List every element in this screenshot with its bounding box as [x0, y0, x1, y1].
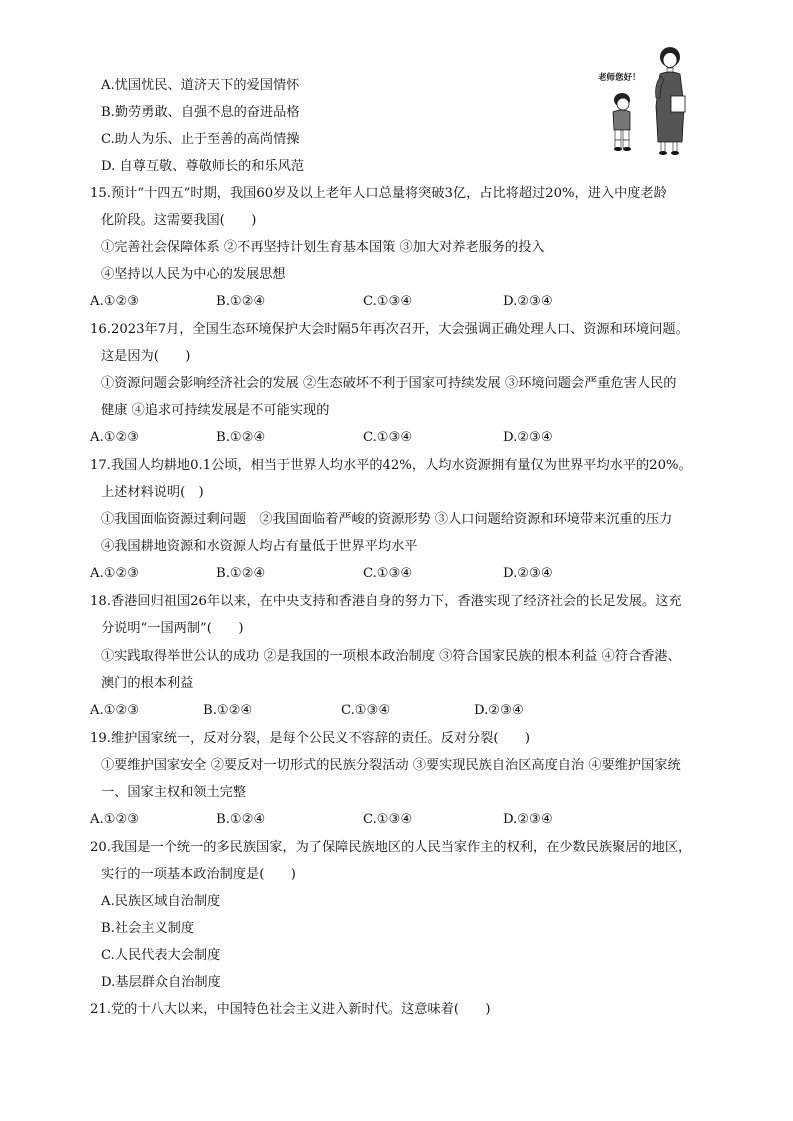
- q17-statements-line1: ①我国面临资源过剩问题 ②我国面临着严峻的资源形势 ③人口问题给资源和环境带来沉重的压力: [101, 512, 673, 527]
- q14-option-b: B.勤劳勇敢、自强不息的奋进品格: [101, 105, 300, 120]
- q20-option-a: A.民族区域自治制度: [101, 894, 221, 909]
- q16-stem-line1: 16.2023年7月，全国生态环境保护大会时隔5年再次召开，大会强调正确处理人口、资源和环境问题。: [90, 322, 689, 337]
- q17-choice-d: D.②③④: [503, 566, 553, 581]
- student-greeting-teacher-illustration: [598, 44, 700, 156]
- q16-choice-c: C.①③④: [363, 430, 413, 445]
- q15-statements-line1: ①完善社会保障体系 ②不再坚持计划生育基本国策 ③加大对养老服务的投入: [101, 240, 545, 255]
- q20-option-c: C.人民代表大会制度: [101, 948, 221, 963]
- q19-choice-c: C.①③④: [363, 812, 413, 827]
- q16-choice-a: A.①②③: [90, 430, 140, 445]
- q18-choice-d: D.②③④: [474, 703, 524, 718]
- q17-choice-a: A.①②③: [90, 566, 140, 581]
- q19-choice-d: D.②③④: [503, 812, 553, 827]
- q14-option-d: D. 自尊互敬、尊敬师长的和乐风范: [101, 159, 305, 174]
- q17-choice-b: B.①②④: [216, 566, 266, 581]
- q15-statements-line2: ④坚持以人民为中心的发展思想: [101, 267, 286, 282]
- q16-choice-d: D.②③④: [503, 430, 553, 445]
- q17-choice-c: C.①③④: [363, 566, 413, 581]
- q18-statements-line2: 澳门的根本利益: [101, 676, 194, 691]
- speech-text: 老师您好！: [598, 73, 641, 83]
- q15-choice-a: A.①②③: [90, 294, 140, 309]
- q16-choice-b: B.①②④: [216, 430, 266, 445]
- q18-statements-line1: ①实践取得举世公认的成功 ②是我国的一项根本政治制度 ③符合国家民族的根本利益 ④符合香港、: [101, 649, 681, 664]
- q18-stem-line1: 18.香港回归祖国26年以来，在中央支持和香港自身的努力下，香港实现了经济社会的长足发展。这充: [90, 594, 682, 609]
- q15-choice-d: D.②③④: [503, 294, 553, 309]
- q17-statements-line2: ④我国耕地资源和水资源人均占有量低于世界平均水平: [101, 539, 418, 554]
- q20-option-d: D.基层群众自治制度: [101, 975, 221, 990]
- q20-option-b: B.社会主义制度: [101, 921, 195, 936]
- q18-choice-c: C.①③④: [341, 703, 391, 718]
- q16-statements-line2: 健康 ④追求可持续发展是不可能实现的: [101, 403, 330, 418]
- q15-choice-b: B.①②④: [216, 294, 266, 309]
- q17-stem-line1: 17.我国人均耕地0.1公顷，相当于世界人均水平的42%，人均水资源拥有量仅为世界平均水平的20%。: [90, 458, 692, 473]
- q19-stem: 19.维护国家统一，反对分裂，是每个公民义不容辞的责任。反对分裂( ): [90, 731, 531, 746]
- q16-stem-line2: 这是因为( ): [101, 349, 191, 364]
- q14-option-c: C.助人为乐、止于至善的高尚情操: [101, 132, 300, 147]
- q16-statements-line1: ①资源问题会影响经济社会的发展 ②生态破坏不利于国家可持续发展 ③环境问题会严重危害人民的: [101, 376, 677, 391]
- q17-stem-line2: 上述材料说明( ): [101, 485, 204, 500]
- q20-stem-line1: 20.我国是一个统一的多民族国家，为了保障民族地区的人民当家作主的权利，在少数民族聚居的地区，: [90, 840, 692, 855]
- q15-stem-line1: 15.预计“十四五”时期，我国60岁及以上老年人口总量将突破3亿，占比将超过20%，进入中度老龄: [90, 186, 667, 201]
- q14-option-a: A.忧国忧民、道济天下的爱国情怀: [101, 78, 300, 93]
- q19-choice-a: A.①②③: [90, 812, 140, 827]
- q19-statements-line1: ①要维护国家安全 ②要反对一切形式的民族分裂活动 ③要实现民族自治区高度自治 ④要维护国家统: [101, 758, 681, 773]
- q15-choice-c: C.①③④: [363, 294, 413, 309]
- q18-choice-a: A.①②③: [90, 703, 140, 718]
- q21-stem: 21.党的十八大以来，中国特色社会主义进入新时代。这意味着( ): [90, 1002, 491, 1017]
- q15-stem-line2: 化阶段。这需要我国( ): [101, 213, 257, 228]
- q19-choice-b: B.①②④: [216, 812, 266, 827]
- q18-choice-b: B.①②④: [203, 703, 253, 718]
- q19-statements-line2: 一、国家主权和领土完整: [101, 785, 247, 800]
- q18-stem-line2: 分说明“一国两制”( ): [101, 621, 244, 636]
- q20-stem-line2: 实行的一项基本政治制度是( ): [101, 867, 296, 882]
